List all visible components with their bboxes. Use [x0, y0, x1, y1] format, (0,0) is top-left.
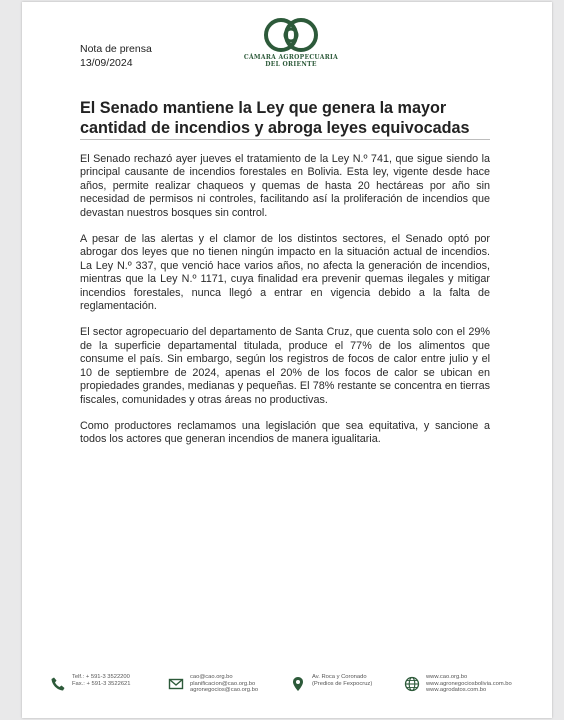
globe-icon: [404, 676, 420, 692]
press-note-header: [80, 42, 152, 70]
mail-icon: [168, 676, 184, 692]
location-pin-icon: [290, 676, 306, 692]
cao-logo: [226, 16, 356, 68]
footer-email: [168, 674, 258, 694]
website-link[interactable]: www.agronegociosbolivia.com.bo: [426, 680, 512, 687]
email-link[interactable]: planificacion@cao.org.bo: [190, 680, 256, 687]
footer-address: [290, 674, 372, 692]
fax-line: Fax.: + 591-3 3522621: [72, 680, 131, 687]
document-page: [22, 2, 552, 718]
press-note-date: 13/09/2024: [80, 57, 133, 69]
title-divider: [80, 139, 490, 140]
website-link[interactable]: www.agrodatos.com.bo: [426, 687, 487, 694]
website-link[interactable]: www.cao.org.bo: [426, 674, 468, 680]
press-note-label: Nota de prensa: [80, 43, 152, 55]
org-name-line2: DEL ORIENTE: [265, 61, 317, 68]
address-line: (Predios de Fexpocruz): [312, 680, 373, 687]
address-line: Av. Roca y Coronado: [312, 674, 367, 680]
email-link[interactable]: cao@cao.org.bo: [190, 674, 233, 680]
body-paragraph: El sector agropecuario del departamento de Santa Cruz, que cuenta solo con el 29% de la superficie departamental titulada, produce el 77% de los alimentos que consume el país. Sin embargo, según los registros de focos de calor entre julio y el 10 de septiembre de 2024, apenas el 20% de los focos de calor se ubican en propiedades grandes, medianas y pequeñas. El 78% restante se concentra en tierras fiscales, comunidades y otras áreas no productivas.: [80, 326, 490, 406]
org-name-line1: CÁMARA AGROPECUARIA: [243, 54, 339, 61]
email-link[interactable]: agronegocios@cao.org.bo: [190, 687, 259, 694]
phone-icon: [50, 676, 66, 692]
footer-phone: [50, 674, 131, 692]
press-release-title: El Senado mantiene la Ley que genera la mayor cantidad de incendios y abroga leyes equivocadas: [80, 99, 470, 137]
contact-footer: [22, 666, 552, 706]
body-paragraph: Como productores reclamamos una legislación que sea equitativa, y sancione a todos los actores que generan incendios de manera igualitaria.: [80, 419, 490, 446]
press-release-body: [80, 153, 490, 460]
cao-logo-mark-icon: [262, 16, 320, 54]
phone-line: Telf.: + 591-3 3522200: [72, 674, 130, 680]
footer-web: [404, 674, 512, 694]
body-paragraph: A pesar de las alertas y el clamor de los distintos sectores, el Senado optó por abrogar dos leyes que no tienen ningún impacto en la situación actual de incendios. La Ley N.º 337, que venció hace varios años, no afecta la generación de incendios, mientras que la Ley N.º 1171, cuya finalidad era prevenir quemas ilegales y mitigar incendios forestales, nunca llegó a entrar en vigencia debido a la falta de reglamentación.: [80, 233, 490, 313]
body-paragraph: El Senado rechazó ayer jueves el tratamiento de la Ley N.º 741, que sigue siendo la principal causante de incendios forestales en Bolivia. Esta ley, vigente desde hace años, permite realizar chaqueos y quemas de hasta 20 hectáreas por año sin necesidad de permisos ni controles, facilitando así la proliferación de incendios que devastan nuestros bosques sin control.: [80, 153, 490, 219]
